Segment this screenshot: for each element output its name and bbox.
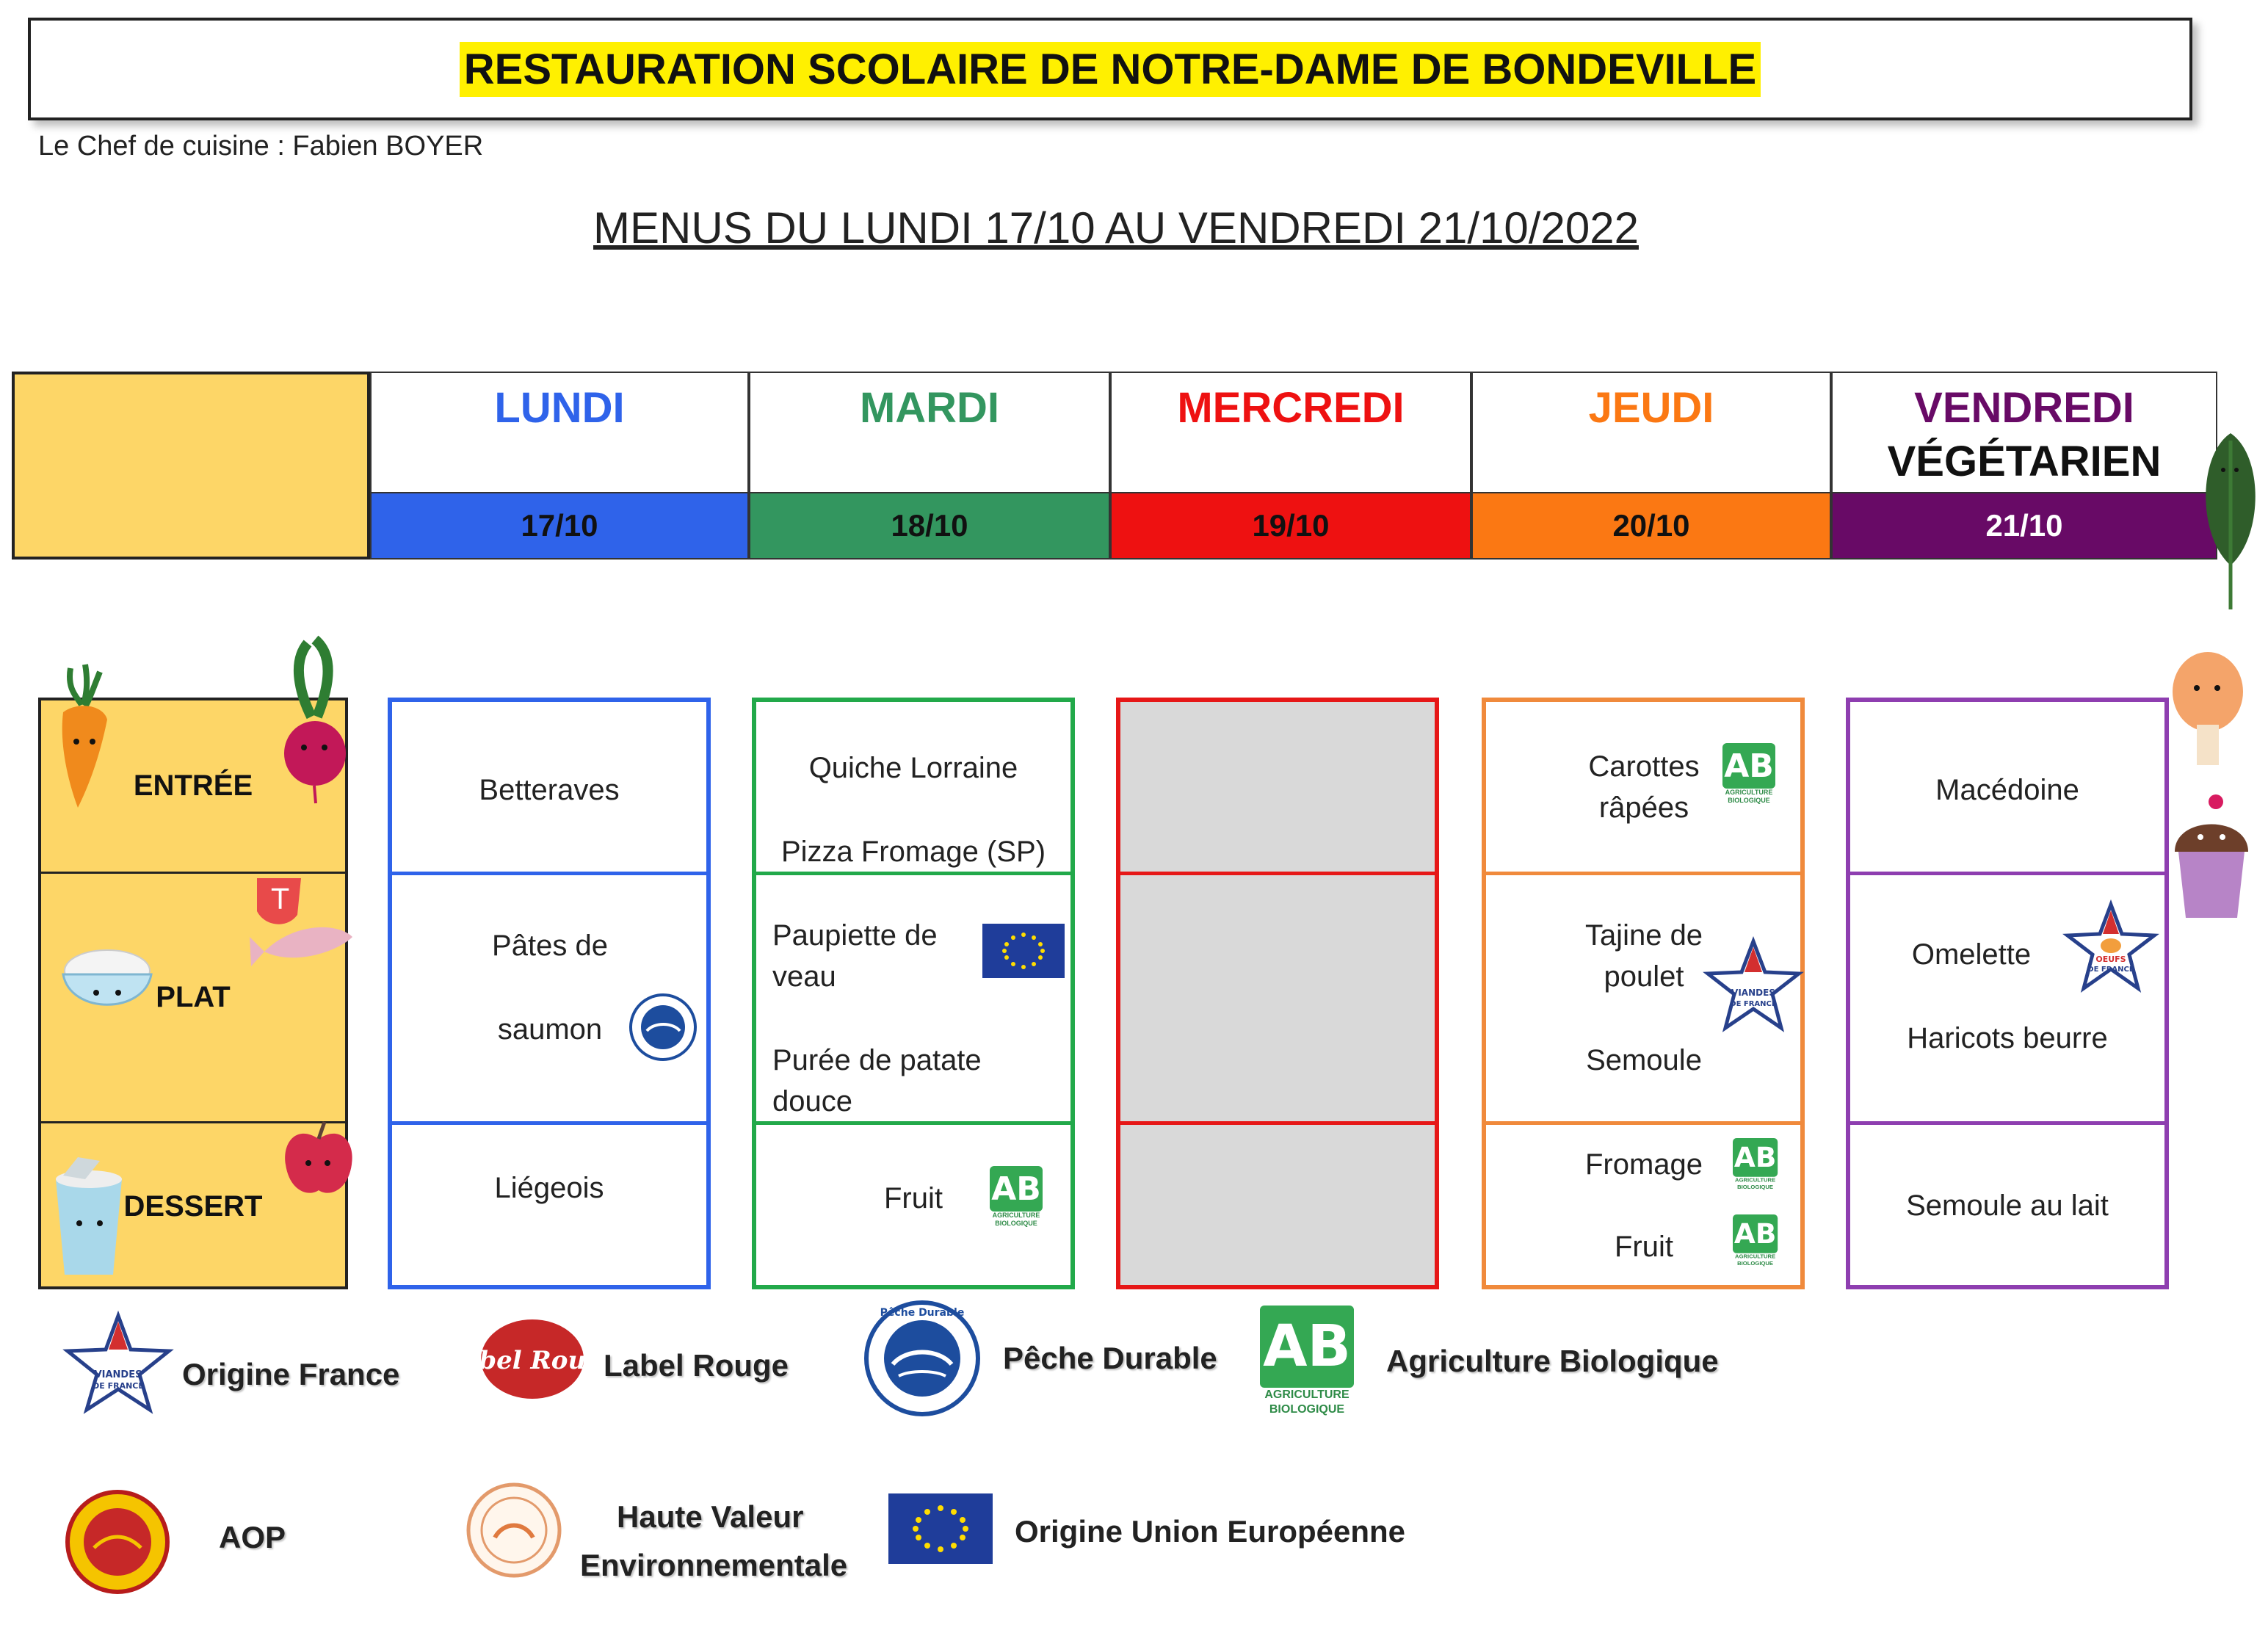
legend-agriculture-biologique: Agriculture Biologique bbox=[1386, 1344, 1719, 1378]
dish-text: Haricots beurre bbox=[1907, 1022, 2108, 1054]
chef-line: Le Chef de cuisine : Fabien BOYER bbox=[38, 131, 484, 162]
dish-text: Semoule au lait bbox=[1906, 1189, 2109, 1222]
menu-column-mardi bbox=[752, 698, 1075, 1289]
day-date: 21/10 bbox=[1831, 493, 2217, 560]
dish-text: douce bbox=[772, 1085, 852, 1118]
row-label-text: ENTRÉE bbox=[133, 770, 253, 802]
dish-text: Fruit bbox=[884, 1182, 943, 1214]
ab-caption: BIOLOGIQUE bbox=[1737, 1184, 1774, 1190]
menu-column-lundi bbox=[388, 698, 711, 1289]
page-title: RESTAURATION SCOLAIRE DE NOTRE-DAME DE BONDEVILLE bbox=[460, 42, 1761, 97]
ab-bio-icon bbox=[1722, 743, 1775, 809]
ab-bio-icon bbox=[1733, 1214, 1778, 1271]
menu-cell-dessert bbox=[1486, 1125, 1800, 1286]
legend-origine-ue: Origine Union Européenne bbox=[1015, 1514, 1406, 1549]
eu-flag-icon bbox=[982, 924, 1065, 978]
viandes-de-france-icon bbox=[1705, 937, 1802, 1034]
ab-mark: AB bbox=[990, 1166, 1043, 1212]
logo-text: DE FRANCE bbox=[93, 1381, 144, 1391]
row-label-text: PLAT bbox=[156, 981, 231, 1013]
menu-cell-entree bbox=[1850, 702, 2164, 875]
day-header-vendredi bbox=[1831, 372, 2217, 560]
menu-cell-dessert bbox=[392, 1125, 706, 1286]
dish-text: poulet bbox=[1604, 960, 1684, 993]
dish-text: Semoule bbox=[1586, 1044, 1702, 1076]
menu-column-mercredi bbox=[1116, 698, 1439, 1289]
viandes-de-france-icon bbox=[63, 1313, 173, 1413]
ab-caption: BIOLOGIQUE bbox=[995, 1220, 1037, 1227]
day-header-mercredi bbox=[1110, 372, 1471, 560]
oeufs-de-france-icon bbox=[2063, 902, 2159, 993]
logo-text: DE FRANCE bbox=[1730, 1000, 1777, 1008]
dish-text: saumon bbox=[497, 1013, 603, 1046]
day-date: 19/10 bbox=[1110, 493, 1471, 560]
logo-text: VIANDES bbox=[94, 1369, 142, 1380]
ab-caption: BIOLOGIQUE bbox=[1737, 1260, 1774, 1267]
menu-cell-dessert bbox=[1850, 1125, 2164, 1286]
eu-flag-icon bbox=[888, 1493, 993, 1564]
legend-peche-durable: Pêche Durable bbox=[1003, 1341, 1217, 1375]
rice-bowl-icon bbox=[56, 941, 159, 1022]
dish-text: Macédoine bbox=[1935, 774, 2079, 806]
day-name: LUNDI bbox=[370, 372, 749, 493]
ab-bio-icon bbox=[990, 1166, 1043, 1232]
logo-text: VIANDES bbox=[1731, 988, 1775, 998]
menu-cell-plat bbox=[392, 875, 706, 1125]
hve-icon bbox=[465, 1482, 562, 1579]
menu-cell-dessert bbox=[756, 1125, 1070, 1286]
label-rouge-icon bbox=[445, 1316, 620, 1402]
ab-caption: AGRICULTURE bbox=[1735, 1176, 1776, 1184]
legend-aop: AOP bbox=[219, 1520, 286, 1554]
ab-caption: AGRICULTURE bbox=[992, 1212, 1040, 1219]
peche-durable-icon bbox=[863, 1300, 981, 1417]
dish-text: Fruit bbox=[1615, 1231, 1673, 1263]
dish-text: Liégeois bbox=[494, 1172, 604, 1204]
ab-caption: BIOLOGIQUE bbox=[1269, 1403, 1345, 1416]
day-header-jeudi bbox=[1471, 372, 1831, 560]
yogurt-icon bbox=[48, 1157, 129, 1282]
menu-cell-plat bbox=[1120, 875, 1435, 1125]
vegetarian-label: VÉGÉTARIEN bbox=[1887, 438, 2162, 485]
menu-column-vendredi bbox=[1846, 698, 2169, 1289]
apple-icon bbox=[282, 1120, 355, 1201]
menu-cell-entree bbox=[1120, 702, 1435, 875]
legend-label-rouge: Label Rouge bbox=[604, 1348, 789, 1383]
dish-text: Pâtes de bbox=[492, 930, 608, 962]
menu-cell-entree bbox=[1486, 702, 1800, 875]
dish-text: Omelette bbox=[1911, 938, 2032, 971]
menu-cell-plat bbox=[1850, 875, 2164, 1125]
ab-bio-icon bbox=[1733, 1138, 1778, 1195]
day-name: JEUDI bbox=[1471, 372, 1831, 493]
ab-caption: AGRICULTURE bbox=[1264, 1388, 1349, 1401]
logo-text: Pêche Durable bbox=[880, 1307, 965, 1319]
ab-mark: AB bbox=[1733, 1138, 1778, 1177]
ab-mark: AB bbox=[1722, 743, 1775, 789]
menu-cell-entree bbox=[756, 702, 1070, 875]
day-header-mardi bbox=[749, 372, 1110, 560]
legend-hve-line-1: Haute Valeur bbox=[617, 1499, 804, 1534]
peche-durable-icon bbox=[628, 993, 698, 1062]
spinach-leaf-icon bbox=[2194, 426, 2267, 617]
dish-text: Tajine de bbox=[1584, 919, 1703, 952]
day-date: 17/10 bbox=[370, 493, 749, 560]
beetroot-icon bbox=[275, 636, 355, 805]
carrot-icon bbox=[48, 661, 115, 815]
header-corner-cell bbox=[12, 372, 370, 560]
dish-text: Fromage bbox=[1584, 1148, 1703, 1181]
aop-icon bbox=[65, 1489, 170, 1595]
day-date: 18/10 bbox=[749, 493, 1110, 560]
menu-cell-entree bbox=[392, 702, 706, 875]
dish-text: Paupiette de bbox=[772, 919, 938, 952]
menu-cell-dessert bbox=[1120, 1125, 1435, 1286]
ab-mark: AB bbox=[1733, 1214, 1778, 1253]
day-date: 20/10 bbox=[1471, 493, 1831, 560]
day-name bbox=[1831, 372, 2217, 493]
ab-caption: AGRICULTURE bbox=[1725, 789, 1773, 796]
dish-text: Carottes bbox=[1588, 750, 1700, 783]
dish-text: râpées bbox=[1598, 792, 1689, 824]
dish-text: veau bbox=[772, 960, 836, 993]
day-name: MERCREDI bbox=[1110, 372, 1471, 493]
logo-text: OEUFS bbox=[2095, 955, 2126, 964]
row-label-text: DESSERT bbox=[123, 1189, 263, 1223]
logo-text: DE FRANCE bbox=[2087, 966, 2134, 974]
week-title: MENUS DU LUNDI 17/10 AU VENDREDI 21/10/2022 bbox=[593, 203, 1639, 253]
dish-text: Quiche Lorraine bbox=[808, 752, 1018, 784]
day-name: MARDI bbox=[749, 372, 1110, 493]
legend-hve-line-2: Environnementale bbox=[580, 1548, 848, 1582]
ab-mark: AB bbox=[1260, 1306, 1354, 1388]
ab-bio-icon bbox=[1260, 1306, 1354, 1423]
dish-text: Pizza Fromage (SP) bbox=[780, 836, 1046, 868]
svg-text:T: T bbox=[272, 883, 289, 916]
day-name-text: VENDREDI bbox=[1914, 384, 2134, 432]
cupcake-icon bbox=[2167, 793, 2256, 925]
menu-column-jeudi bbox=[1482, 698, 1805, 1289]
logo-text: Label Rouge bbox=[445, 1346, 620, 1375]
ab-caption: BIOLOGIQUE bbox=[1728, 797, 1770, 804]
title-box bbox=[28, 18, 2192, 120]
dish-text: Betteraves bbox=[479, 774, 620, 806]
steak-fish-icon bbox=[242, 871, 360, 988]
ab-caption: AGRICULTURE bbox=[1735, 1253, 1776, 1260]
legend-origine-france: Origine France bbox=[182, 1357, 400, 1391]
chicken-drumstick-icon bbox=[2167, 648, 2248, 780]
menu-cell-plat bbox=[1486, 875, 1800, 1125]
day-header-lundi bbox=[370, 372, 749, 560]
menu-cell-plat bbox=[756, 875, 1070, 1125]
dish-text: Purée de patate bbox=[772, 1044, 982, 1076]
